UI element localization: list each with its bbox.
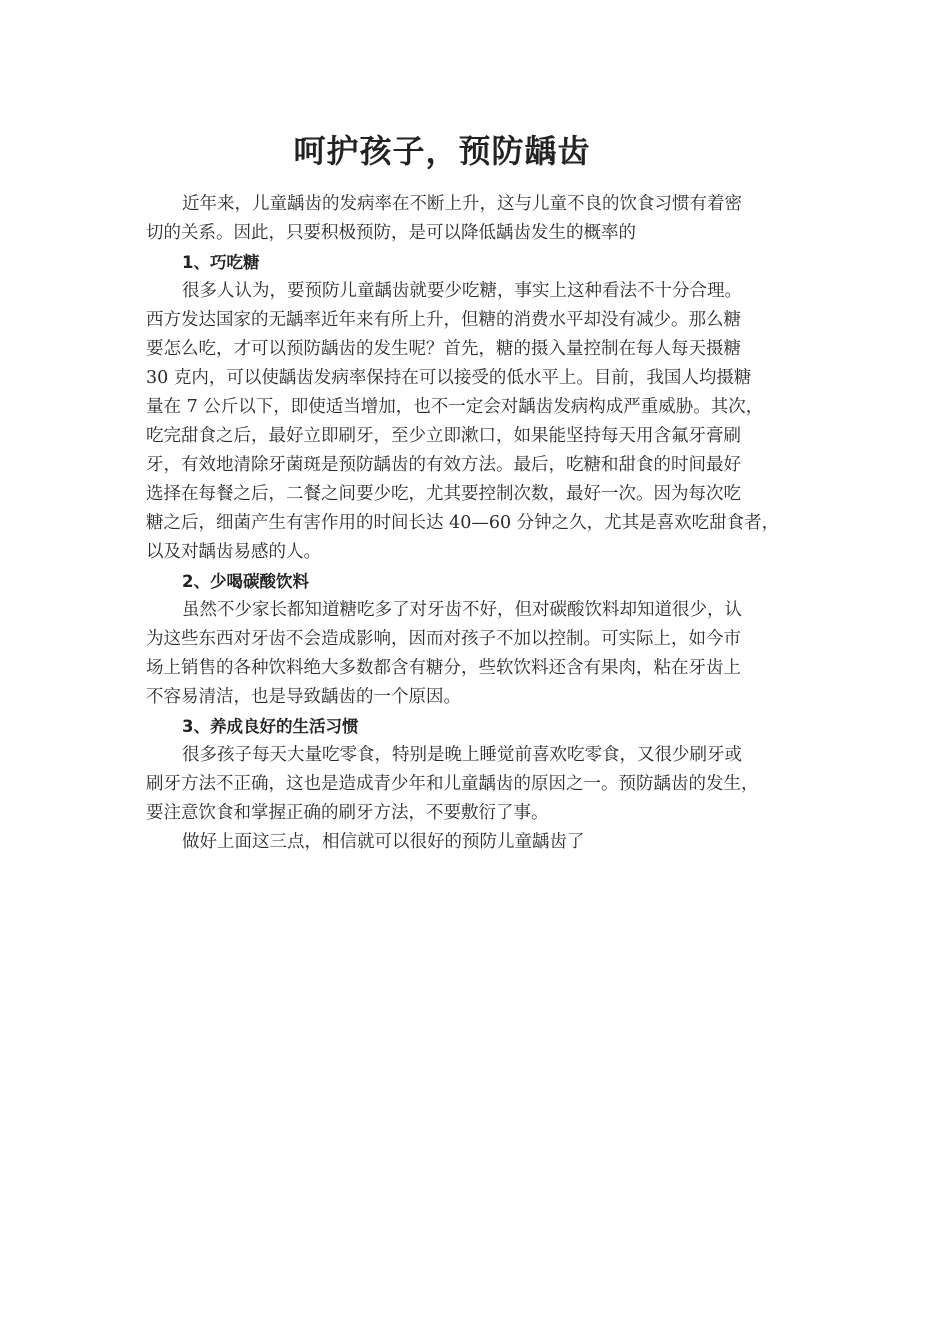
- document-title: 呵护孩子，预防龋齿: [293, 132, 591, 170]
- paragraph-line: 吃完甜食之后，最好立即刷牙，至少立即漱口，如果能坚持每天用含氟牙膏刷: [146, 426, 741, 446]
- paragraph-line: 糖之后，细菌产生有害作用的时间长达 40—60 分钟之久，尤其是喜欢吃甜食者，: [146, 513, 780, 533]
- paragraph-line: 30 克内，可以使龋齿发病率保持在可以接受的低水平上。目前，我国人均摄糖: [146, 368, 752, 388]
- paragraph-line: 很多孩子每天大量吃零食，特别是晚上睡觉前喜欢吃零食，又很少刷牙或: [182, 745, 742, 765]
- intro-line: 切的关系。因此，只要积极预防，是可以降低龋齿发生的概率的: [146, 223, 636, 243]
- paragraph-line: 场上销售的各种饮料绝大多数都含有糖分，些软饮料还含有果肉，粘在牙齿上: [146, 658, 741, 678]
- paragraph-line: 虽然不少家长都知道糖吃多了对牙齿不好，但对碳酸饮料却知道很少，认: [182, 600, 742, 620]
- section-heading: 1、巧吃糖: [182, 253, 260, 272]
- conclusion-paragraph: [146, 828, 812, 857]
- paragraph-line: 要怎么吃，才可以预防龋齿的发生呢？首先，糖的摄入量控制在每人每天摄糖: [146, 339, 741, 359]
- section-3: [146, 712, 812, 828]
- section-heading: 3、养成良好的生活习惯: [182, 717, 359, 736]
- paragraph-line: 很多人认为，要预防儿童龋齿就要少吃糖，事实上这种看法不十分合理。: [182, 281, 742, 301]
- document-body: [146, 190, 812, 857]
- paragraph-line: 牙，有效地清除牙菌斑是预防龋齿的有效方法。最后，吃糖和甜食的时间最好: [146, 455, 741, 475]
- intro-paragraph: [146, 190, 812, 248]
- section-1: [146, 248, 812, 567]
- paragraph-line: 不容易清洁，也是导致龋齿的一个原因。: [146, 687, 461, 707]
- section-2: [146, 567, 812, 712]
- paragraph-line: 西方发达国家的无龋率近年来有所上升，但糖的消费水平却没有减少。那么糖: [146, 310, 741, 330]
- intro-line: 近年来，儿童龋齿的发病率在不断上升，这与儿童不良的饮食习惯有着密: [182, 194, 742, 214]
- paragraph-line: 为这些东西对牙齿不会造成影响，因而对孩子不加以控制。可实际上，如今市: [146, 629, 741, 649]
- section-heading: 2、少喝碳酸饮料: [182, 572, 309, 591]
- paragraph-line: 刷牙方法不正确，这也是造成青少年和儿童龋齿的原因之一。预防龋齿的发生，: [146, 774, 759, 794]
- paragraph-line: 选择在每餐之后，二餐之间要少吃，尤其要控制次数，最好一次。因为每次吃: [146, 484, 741, 504]
- paragraph-line: 要注意饮食和掌握正确的刷牙方法，不要敷衍了事。: [146, 803, 549, 823]
- paragraph-line: 量在 7 公斤以下，即使适当增加，也不一定会对龋齿发病构成严重威胁。其次，: [146, 397, 764, 417]
- paragraph-line: 以及对龋齿易感的人。: [146, 542, 321, 562]
- conclusion-line: 做好上面这三点，相信就可以很好的预防儿童龋齿了: [182, 832, 585, 852]
